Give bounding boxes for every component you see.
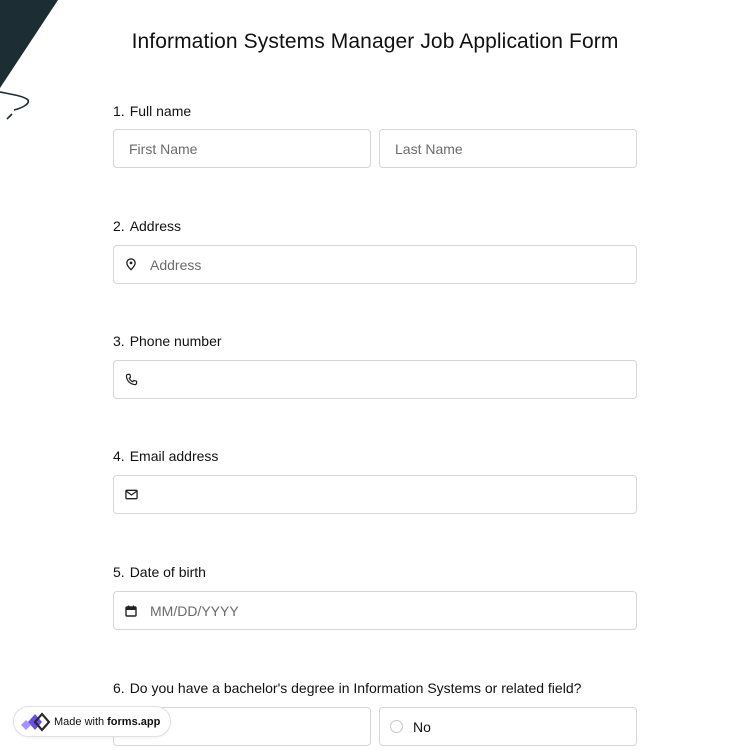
phone-icon	[124, 373, 138, 387]
made-with-badge[interactable]	[13, 706, 171, 737]
last-name-field[interactable]	[379, 129, 637, 168]
phone-field[interactable]	[113, 360, 637, 399]
address-field[interactable]	[113, 245, 637, 284]
first-name-placeholder: First Name	[129, 140, 198, 157]
badge-prefix: Made with	[54, 715, 105, 728]
radio-option-no[interactable]	[379, 707, 637, 746]
email-field[interactable]	[113, 475, 637, 514]
question-date-of-birth: 5. Date of birth	[113, 564, 206, 580]
badge-brand: forms.app	[107, 715, 161, 728]
envelope-icon	[124, 488, 138, 502]
corner-decoration	[0, 0, 60, 125]
question-email-address: 4. Email address	[113, 448, 219, 464]
location-pin-icon	[124, 258, 138, 272]
calendar-icon	[124, 604, 138, 618]
last-name-placeholder: Last Name	[395, 140, 463, 157]
question-phone-number: 3. Phone number	[113, 333, 222, 349]
date-of-birth-placeholder: MM/DD/YYYY	[150, 602, 239, 619]
question-full-name: 1. Full name	[113, 103, 192, 119]
date-of-birth-field[interactable]	[113, 591, 637, 630]
question-address: 2. Address	[113, 218, 182, 234]
form-title: Information Systems Manager Job Application Form	[131, 30, 619, 53]
address-placeholder: Address	[150, 256, 202, 273]
forms-app-logo-icon	[20, 711, 50, 733]
radio-option-label: No	[413, 718, 431, 735]
question-bachelors-degree: 6. Do you have a bachelor's degree in Information Systems or related field?	[113, 680, 582, 696]
radio-button[interactable]	[390, 720, 403, 733]
first-name-field[interactable]	[113, 129, 371, 168]
